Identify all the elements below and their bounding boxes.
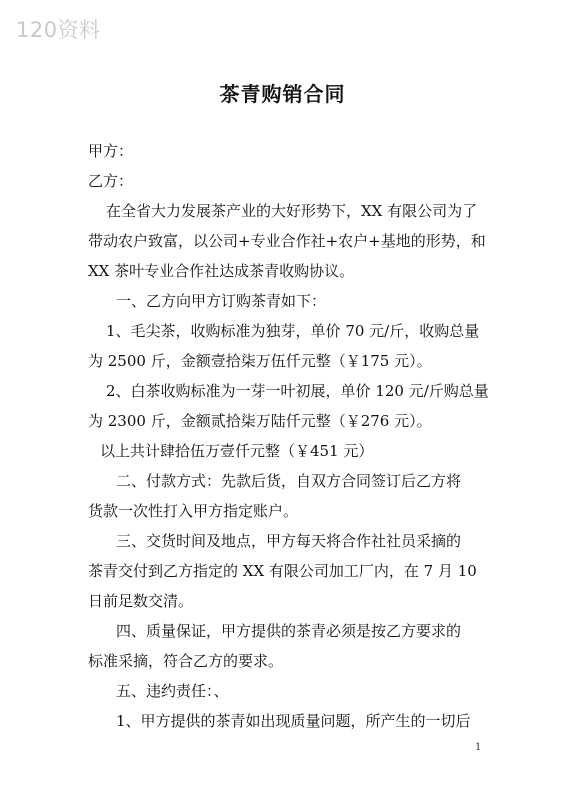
- section-heading: 一、乙方向甲方订购茶青如下：: [116, 292, 327, 310]
- paragraph-line: XX 茶叶专业合作社达成茶青收购协议。: [88, 262, 355, 280]
- paragraph-line: 货款一次性打入甲方指定账户。: [88, 502, 299, 520]
- paragraph-line: 以上共计肆拾伍万壹仟元整（￥451 元）: [100, 442, 374, 460]
- paragraph-line: 为 2300 斤，金额贰拾柒万陆仟元整（￥276 元）。: [88, 412, 432, 430]
- section-heading: 二、付款方式：先款后货，自双方合同签订后乙方将: [116, 472, 462, 490]
- paragraph-line: 标准采摘，符合乙方的要求。: [88, 652, 284, 670]
- paragraph-line: 2、白茶收购标准为一芽一叶初展，单价 120 元/斤购总量: [106, 382, 489, 400]
- paragraph-line: 1、毛尖茶，收购标准为独芽，单价 70 元/斤，收购总量: [106, 322, 480, 340]
- document-title: 茶青购销合同: [219, 82, 346, 106]
- party-b-label: 乙方：: [88, 172, 134, 190]
- section-heading: 三、交货时间及地点，甲方每天将合作社社员采摘的: [116, 532, 462, 550]
- section-heading: 五、违约责任：、: [116, 682, 229, 700]
- paragraph-line: 日前足数交清。: [88, 592, 194, 610]
- paragraph-line: 茶青交付到乙方指定的 XX 有限公司加工厂内，在 7 月 10: [88, 562, 477, 580]
- page-number: 1: [475, 742, 482, 753]
- paragraph-line: 为 2500 斤，金额壹拾柒万伍仟元整（￥175 元）。: [88, 352, 432, 370]
- section-heading: 四、质量保证，甲方提供的茶青必须是按乙方要求的: [116, 622, 462, 640]
- paragraph-line: 1、甲方提供的茶青如出现质量问题，所产生的一切后: [116, 712, 471, 730]
- watermark: 120资料: [16, 18, 101, 42]
- paragraph-line: 带动农户致富，以公司+专业合作社+农户+基地的形势，和: [88, 232, 486, 250]
- paragraph-line: 在全省大力发展茶产业的大好形势下，XX 有限公司为了: [106, 202, 478, 220]
- party-a-label: 甲方：: [88, 142, 134, 160]
